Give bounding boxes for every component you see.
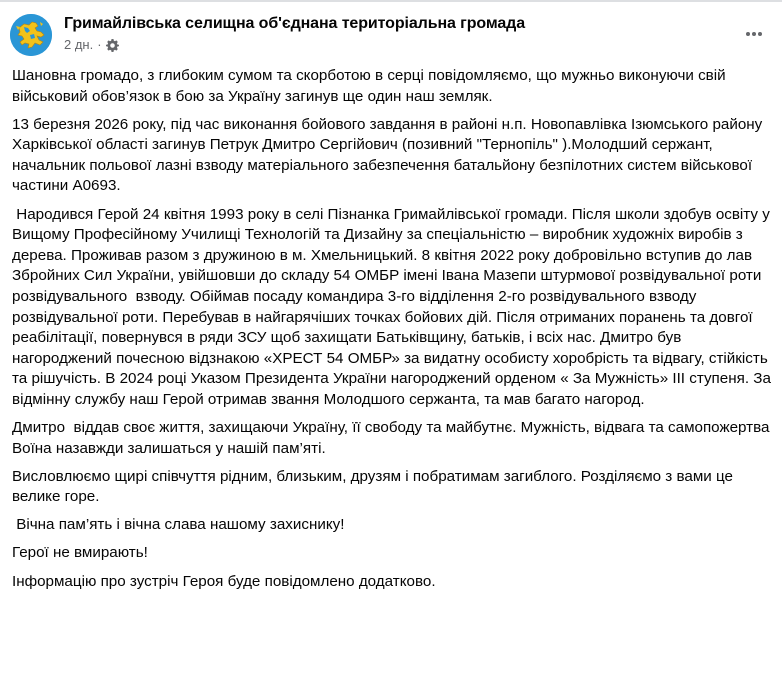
post-paragraph: Висловлюємо щирі співчуття рідним, близьким, друзям і побратимам загиблого. Розділяємо з вами це велике горе. — [12, 467, 738, 506]
post-body — [12, 66, 776, 600]
post-paragraph: 13 березня 2026 року, під час виконання бойового завдання в районі н.п. Новопавлівка Ізюмського району Харківської області загинув Петрук Дмитро Сергійович (позивний "Тернопіль" ).Молодший сержант, начальник польової лазні взводу матеріального забезпечення батальйону безпілотних систем військової частини А0693. — [12, 115, 767, 195]
lion-coat-of-arms-icon — [10, 14, 52, 56]
post-paragraph: Шановна громадо, з глибоким сумом та скорботою в серці повідомляємо, що мужньо виконуючи свій військовий обов’язок в бою за Україну загинув ще один наш земляк. — [12, 67, 730, 105]
post-paragraph: Вічна пам’ять і вічна слава нашому захиснику! — [12, 516, 345, 534]
post-paragraph: Дмитро віддав своє життя, захищаючи Україну, її свободу та майбутнє. Мужність, відвага та самопожертва Воїна назавжди залишаться у нашій пам’яті. — [12, 419, 774, 457]
post-timestamp[interactable]: 2 дн. — [64, 37, 94, 52]
more-horizontal-icon — [746, 32, 762, 36]
more-options-button[interactable] — [742, 24, 766, 44]
post-paragraph: Народився Герой 24 квітня 1993 року в селі Пізнанка Гримайлівської громади. Після школи здобув освіту у Вищому Професійному Училищі Технологій та Дизайну за спеціальністю – виробник художніх виробів з дерева. Проживав разом з дружиною в м. Хмельницький. 8 квітня 2022 року добровільно вступив до лав Збройних Сил України, увійшовши до складу 54 ОМБР імені Івана Мазепи штурмової розвідувальної роти розвідувального взводу. Обіймав посаду командира 3-го відділення 2-го розвідувального взводу розвідувальної роти. Перебував в найгарячіших точках бойових дій. Після отриманих поранень та довгої реабілітації, повернувся в ряди ЗСУ щоб захищати Батьківщину, батьків, і всіх нас. Дмитро був нагороджений почесною відзнакою «ХРЕСТ 54 ОМБР» за видатну особисту хоробрість та відвагу, стійкість та рішучість. В 2024 році Указом Президента України нагороджений орденом « За Мужність» ІІІ ступеня. За відмінну службу наш Герой отримав звання Молодшого сержанта, та мав багато нагород. — [12, 205, 776, 408]
post-header — [10, 12, 772, 60]
page-name-link[interactable]: Гримайлівська селищна об'єднана територіальна громада — [64, 15, 526, 32]
top-divider — [0, 0, 782, 2]
post-meta — [64, 37, 525, 53]
post-paragraph: Інформацію про зустріч Героя буде повідомлено додатково. — [12, 572, 436, 590]
gear-icon[interactable] — [106, 39, 119, 52]
meta-separator: · — [97, 37, 102, 52]
avatar[interactable] — [10, 14, 52, 56]
post-paragraph: Герої не вмирають! — [12, 544, 148, 562]
